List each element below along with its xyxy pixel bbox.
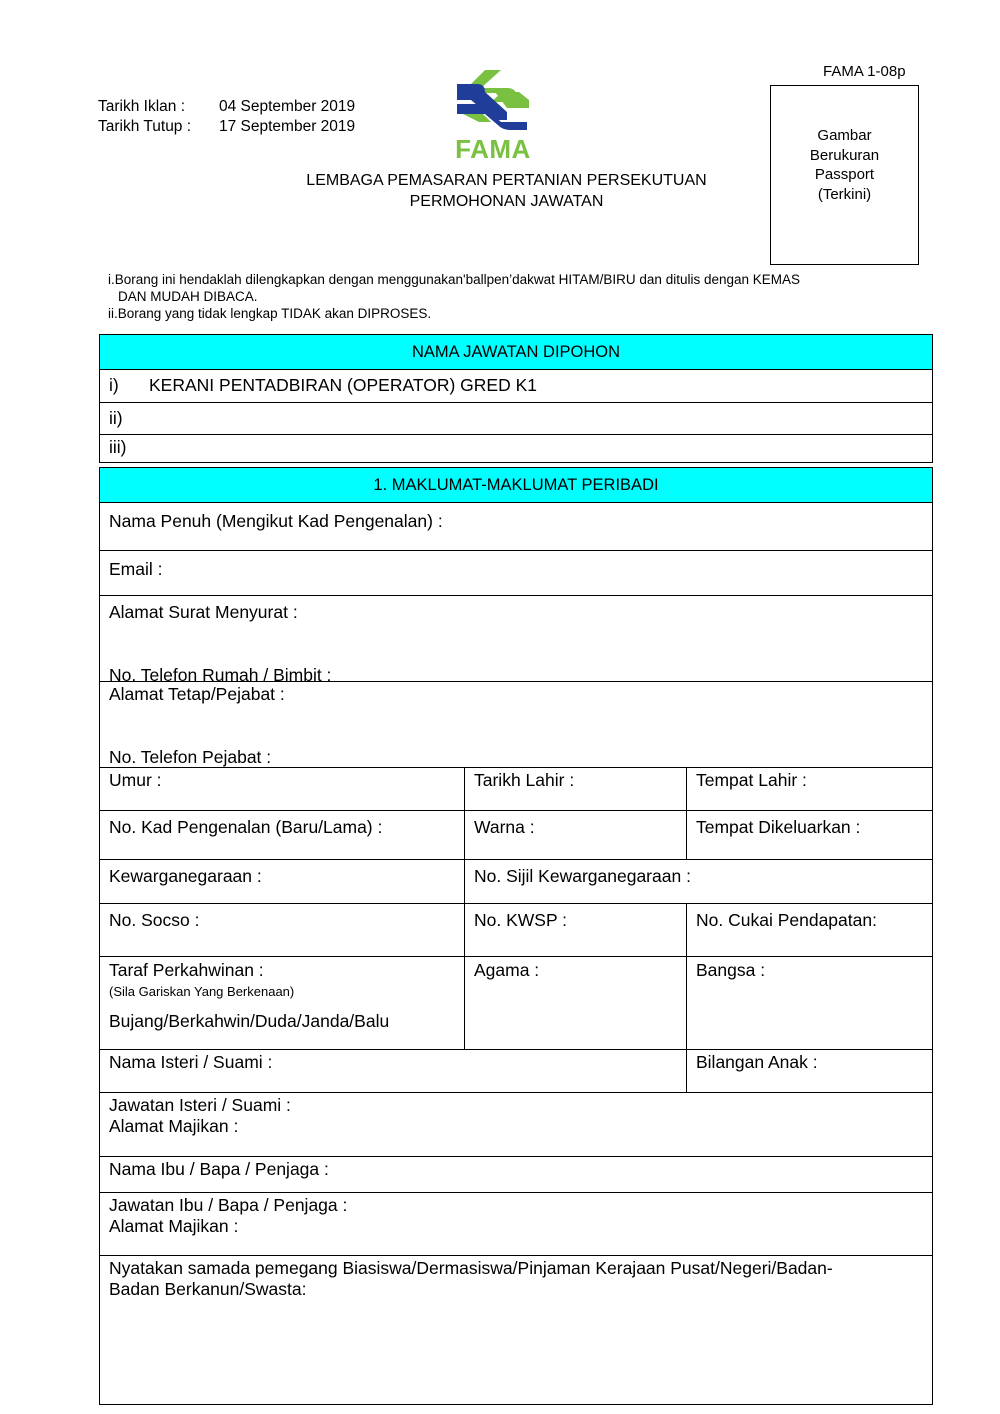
- mailing-address-row[interactable]: [100, 595, 932, 685]
- home-phone-field: No. Telefon Rumah / Bimbit :: [109, 665, 332, 685]
- position-table: [99, 334, 933, 463]
- children-count-field: Bilangan Anak :: [686, 1050, 932, 1092]
- scholarship-question-line-1: Nyatakan samada pemegang Biasiswa/Dermasiswa/Pinjaman Kerajaan Pusat/Negeri/Badan-: [109, 1258, 833, 1278]
- ic-colour-field: Warna :: [464, 811, 686, 859]
- position-row-1[interactable]: [100, 370, 932, 402]
- mailing-address-field: Alamat Surat Menyurat :: [109, 602, 298, 622]
- full-name-field: Nama Penuh (Mengikut Kad Pengenalan) :: [109, 511, 443, 531]
- spouse-row[interactable]: [100, 1049, 932, 1092]
- birth-place-field: Tempat Lahir :: [686, 768, 932, 810]
- position-row-3[interactable]: [100, 434, 932, 462]
- birth-date-field: Tarikh Lahir :: [464, 768, 686, 810]
- spouse-name-field: Nama Isteri / Suami :: [109, 1052, 273, 1072]
- marital-status-field: Taraf Perkahwinan :: [109, 960, 264, 980]
- kwsp-field: No. KWSP :: [464, 904, 686, 956]
- parent-name-row[interactable]: [100, 1156, 932, 1192]
- instruction-1-cont: DAN MUDAH DIBACA.: [118, 289, 258, 304]
- parent-job-row[interactable]: [100, 1192, 932, 1255]
- position-number: i): [109, 375, 119, 395]
- tax-number-field: No. Cukai Pendapatan:: [686, 904, 932, 956]
- parent-job-cell: [100, 1193, 932, 1255]
- fama-logo: [455, 66, 531, 162]
- marital-hint: (Sila Gariskan Yang Berkenaan): [109, 984, 295, 999]
- age-row[interactable]: [100, 767, 932, 810]
- passport-photo-box: [770, 85, 919, 265]
- photo-box-line: (Terkini): [817, 185, 872, 203]
- scholarship-question-line-2: Badan Berkanun/Swasta:: [109, 1279, 307, 1299]
- photo-box-line: Gambar: [817, 127, 872, 144]
- personal-section-header: 1. MAKLUMAT-MAKLUMAT PERIBADI: [100, 468, 932, 503]
- marital-row[interactable]: [100, 956, 932, 1049]
- scholarship-row[interactable]: [100, 1255, 932, 1407]
- advert-date-label: Tarikh Iklan :: [98, 98, 186, 115]
- spouse-job-field: Jawatan Isteri / Suami :: [109, 1095, 291, 1115]
- office-phone-field: No. Telefon Pejabat :: [109, 747, 272, 767]
- spouse-employer-address-field: Alamat Majikan :: [109, 1116, 239, 1136]
- citizenship-field: Kewarganegaraan :: [109, 866, 262, 886]
- photo-box-line: Berukuran: [809, 146, 880, 164]
- email-row[interactable]: [100, 550, 932, 595]
- parent-name-field: Nama Ibu / Bapa / Penjaga :: [109, 1159, 329, 1179]
- marital-cell: [100, 957, 464, 1049]
- close-date-value: 17 September 2019: [219, 118, 356, 135]
- race-field: Bangsa :: [686, 957, 932, 1049]
- personal-info-table: [99, 467, 933, 1405]
- citizenship-row[interactable]: [100, 859, 932, 903]
- permanent-address-field: Alamat Tetap/Pejabat :: [109, 684, 285, 704]
- position-number: ii): [109, 408, 123, 428]
- advert-date-row: [98, 97, 355, 117]
- parent-employer-address-field: Alamat Majikan :: [109, 1216, 239, 1236]
- form-code: FAMA 1-08p: [823, 63, 906, 80]
- organization-heading: [230, 170, 783, 212]
- parent-job-field: Jawatan Ibu / Bapa / Penjaga :: [109, 1195, 348, 1215]
- marital-options[interactable]: Bujang/Berkahwin/Duda/Janda/Balu: [109, 1011, 390, 1031]
- ic-number-field: No. Kad Pengenalan (Baru/Lama) :: [109, 817, 383, 837]
- citizenship-cert-field: No. Sijil Kewarganegaraan :: [464, 860, 932, 903]
- place-issued-field: Tempat Dikeluarkan :: [686, 811, 932, 859]
- email-field: Email :: [109, 559, 163, 579]
- scholarship-cell: [100, 1256, 932, 1407]
- permanent-address-row[interactable]: [100, 681, 932, 767]
- form-title: PERMOHONAN JAWATAN: [409, 193, 604, 210]
- photo-box-line: Passport: [814, 166, 875, 183]
- age-field: Umur :: [109, 770, 162, 790]
- full-name-row[interactable]: [100, 503, 932, 550]
- spouse-job-row[interactable]: [100, 1092, 932, 1156]
- instruction-2: ii.Borang yang tidak lengkap TIDAK akan DIPROSES.: [108, 306, 432, 321]
- logo-text: FAMA: [455, 134, 531, 162]
- close-date-row: [98, 117, 355, 137]
- position-number: iii): [109, 437, 127, 457]
- permanent-address-cell: [100, 682, 932, 767]
- ic-row[interactable]: [100, 810, 932, 859]
- date-info: [98, 97, 355, 137]
- close-date-label: Tarikh Tutup :: [98, 118, 192, 135]
- religion-field: Agama :: [464, 957, 686, 1049]
- position-row-2[interactable]: [100, 402, 932, 434]
- spouse-job-cell: [100, 1093, 932, 1156]
- position-value: KERANI PENTADBIRAN (OPERATOR) GRED K1: [149, 375, 537, 395]
- socso-row[interactable]: [100, 903, 932, 956]
- position-section-header: NAMA JAWATAN DIPOHON: [100, 335, 932, 370]
- mailing-address-cell: [100, 596, 932, 685]
- organization-name: LEMBAGA PEMASARAN PERTANIAN PERSEKUTUAN: [306, 172, 707, 189]
- instruction-1: i.Borang ini hendaklah dilengkapkan dengan menggunakan'ballpen’dakwat HITAM/BIRU dan ditulis dengan KEMAS: [108, 272, 801, 287]
- advert-date-value: 04 September 2019: [219, 98, 356, 115]
- socso-field: No. Socso :: [109, 910, 200, 930]
- instructions: [108, 271, 800, 322]
